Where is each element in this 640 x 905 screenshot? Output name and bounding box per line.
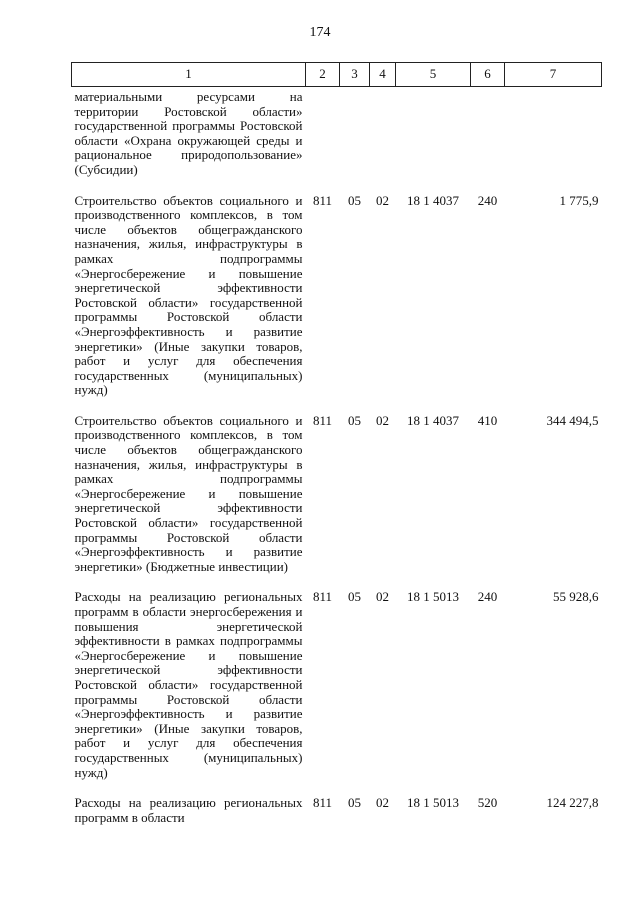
row-ministry-code: 811 [312, 192, 333, 208]
row-description: материальными ресурсами на территории Ростовской области» государственной программы Ростовской области «Охрана окружающей среды и рациональное природопользование» (Субсидии) [74, 89, 303, 177]
row-amount: 1 775,9 [559, 192, 599, 208]
row-subsection-code: 02 [376, 192, 389, 208]
row-amount: 124 227,8 [546, 795, 599, 811]
header-col-2: 2 [306, 63, 340, 87]
row-expense-type: 520 [477, 795, 498, 811]
budget-table [71, 62, 602, 833]
header-col-3: 3 [340, 63, 370, 87]
header-col-4: 4 [370, 63, 396, 87]
row-target-code: 18 1 4037 [407, 412, 459, 428]
page-number: 174 [309, 25, 331, 40]
row-subsection-code: 02 [376, 795, 389, 811]
row-subsection-code: 02 [376, 589, 389, 605]
row-ministry-code: 811 [312, 795, 333, 811]
table-row-continuation [72, 87, 602, 186]
row-amount: 344 494,5 [546, 412, 599, 428]
row-description: Расходы на реализацию региональных программ в области энергосбережения и повышения энергетической эффективности в рамках подпрограммы «Энергосбережение и повышение энергетической эффективности Ростовской области» государственной программы Ростовской области «Энергоэффективность и развитие энергетики» (Иные закупки товаров, работ и услуг для обеспечения государственных (муниципальных) нужд) [74, 589, 303, 780]
header-col-1: 1 [72, 63, 306, 87]
table-row [72, 186, 602, 406]
row-amount: 55 928,6 [553, 589, 599, 605]
row-section-code: 05 [348, 795, 361, 811]
table-row [72, 788, 602, 833]
row-expense-type: 410 [477, 412, 498, 428]
row-section-code: 05 [348, 192, 361, 208]
row-expense-type: 240 [477, 589, 498, 605]
row-target-code: 18 1 5013 [407, 589, 459, 605]
row-target-code: 18 1 4037 [407, 192, 459, 208]
row-expense-type: 240 [477, 192, 498, 208]
header-col-7: 7 [505, 63, 602, 87]
table-row [72, 582, 602, 788]
row-section-code: 05 [348, 589, 361, 605]
table-row [72, 406, 602, 583]
row-ministry-code: 811 [312, 412, 333, 428]
row-ministry-code: 811 [312, 589, 333, 605]
header-col-5: 5 [396, 63, 471, 87]
row-subsection-code: 02 [376, 412, 389, 428]
table-header-row [72, 63, 602, 87]
row-target-code: 18 1 5013 [407, 795, 459, 811]
header-col-6: 6 [471, 63, 505, 87]
row-description: Расходы на реализацию региональных программ в области [74, 795, 303, 825]
row-description: Строительство объектов социального и производственного комплексов, в том числе объектов общегражданского назначения, жилья, инфраструктуры в рамках подпрограммы «Энергосбережение и повышение энергетической эффективности Ростовской области» государственной программы Ростовской области «Энергоэффективность и развитие энергетики» (Иные закупки товаров, работ и услуг для обеспечения государственных (муниципальных) нужд) [74, 192, 303, 398]
row-section-code: 05 [348, 412, 361, 428]
row-description: Строительство объектов социального и производственного комплексов, в том числе объектов общегражданского назначения, жилья, инфраструктуры в рамках подпрограммы «Энергосбережение и повышение энергетической эффективности Ростовской области» государственной программы Ростовской области «Энергоэффективность и развитие энергетики» (Бюджетные инвестиции) [74, 412, 303, 574]
